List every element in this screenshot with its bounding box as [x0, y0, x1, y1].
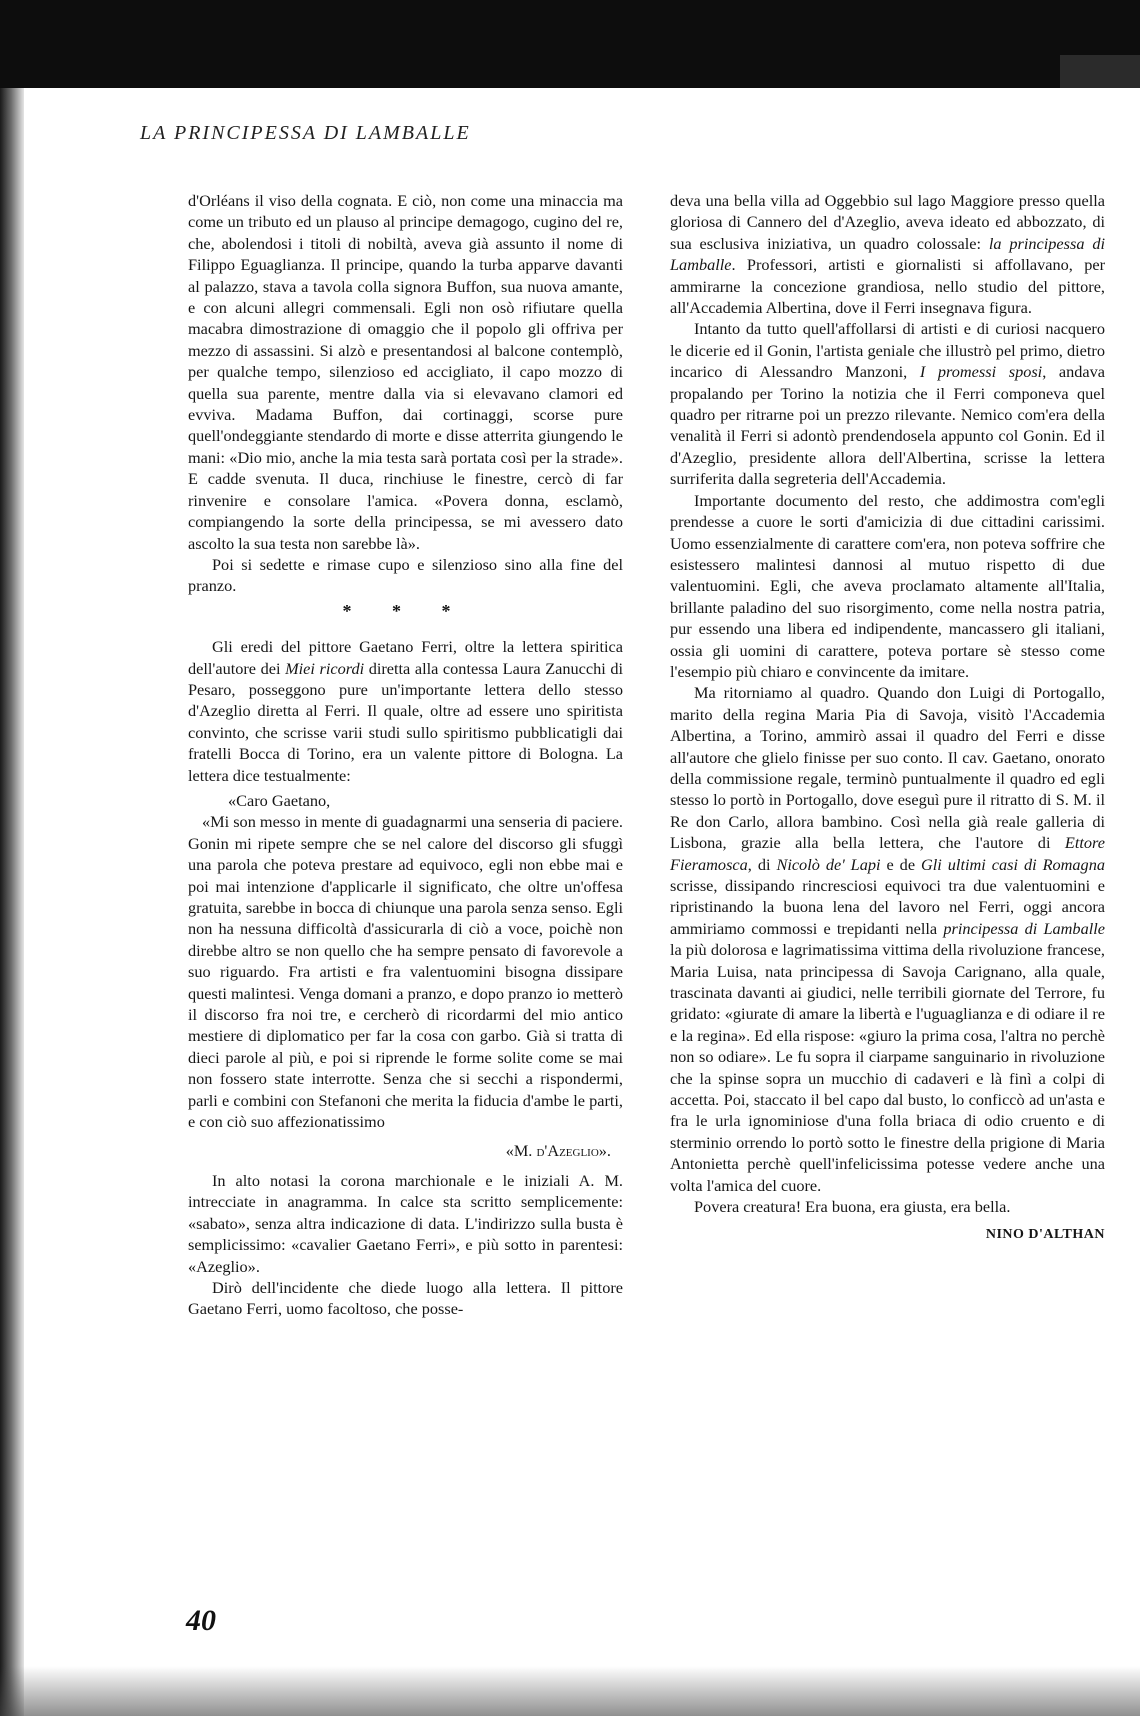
text-run: deva una bella villa ad Oggebbio sul lago Maggiore presso quella gloriosa di Cannero del d'Azeglio, aveva ideato ed abbozzato, di sua esclusiva iniziativa, un quadro colossale: [670, 191, 1105, 253]
scan-binding-shadow [0, 88, 24, 1716]
text-run: diretta alla contessa Laura Zanucchi di Pesaro, posseggono pure un'importante lettera dello stesso d'Azeglio diretta al Ferri. Il quale, oltre ad essere uno spiritista convinto, che scrisse varii studi sullo spiritismo pubblicatigli dai fratelli Bocca di Torino, era un valente pittore di Bologna. La lettera dice testualmente: [188, 658, 624, 785]
text-run: la più dolorosa e lagrimatissima vittima della rivoluzione francese, Maria Luisa, nata principessa di Savoja Carignano, alla quale, trascinata davanti ai giudici, nelle terribili giornate del Terrore, fu gridato: «giurate di amare la libertà e l'uguaglianza e di odiare il re e la regina». Ed ella rispose: «giuro la prima cosa, l'altra no perchè non so odiare». Le fu sopra il ciarpame sanguinario in rivoluzione che la spinse sopra un mucchio di cadaveri e là finì a colpi di accetta. Poi, staccato il bel capo dal busto, lo conficcò ad un'asta e fra le urla ignominiose d'una folla briaca di odio cruento e di sterminio orrendo lo portò sotto le finestre della prigione di Maria Antonietta perchè quell'infelicissima potesse vedere anche una volta l'amica del cuore. [670, 940, 1105, 1195]
book-title: Miei ricordi [285, 658, 365, 678]
paragraph: Importante documento del resto, che addimostra com'egli prendesse a cuore le sorti d'amicizia di due cittadini carissimi. Uomo essenzialmente di carattere com'era, non poteva soffrire che esistessero malintesi dannosi al mutuo rispetto di due valentuomini. Egli, che aveva proclamato altamente all'Italia, brillante paladino del suo risorgimento, come nella nostra patria, pur essendo una libera ed indipendente, mancassero gli italiani, ossia gli uomini di carattere, poteva portare sè stesso come l'esempio più chiaro e convincente da imitare. [670, 490, 1105, 681]
paragraph: Poi si sedette e rimase cupo e silenzioso sino alla fine del pranzo. [188, 554, 623, 596]
text-run: e de [880, 854, 922, 874]
book-title: Ettore Fieramosca [670, 833, 1105, 874]
paragraph [670, 318, 1105, 489]
paragraph: In alto notasi la corona marchionale e le iniziali A. M. intrecciate in anagramma. In calce sta scritto semplicemente: «sabato», senza altra indicazione di data. L'indirizzo sulla busta è semplicissimo: «cavalier Gaetano Ferri», e più sotto in parentesi: «Azeglio». [188, 1170, 623, 1276]
book-title: Gli ultimi casi di Romagna [921, 854, 1105, 874]
text-run: Gli eredi del pittore Gaetano Ferri, oltre la lettera spiritica dell'autore dei [188, 637, 623, 678]
text-run: Ma ritorniamo al quadro. Quando don Luigi di Portogallo, marito della regina Maria Pia di Savoja, visitò l'Accademia Albertina, a Torino, ammirò assai il quadro del Ferri e disse all'autore che glielo finisse per suo conto. Il cav. Gaetano, onorato della commissione regale, terminò puntualmente il quadro ed egli stesso lo portò in Portogallo, dove eseguì pure il ritratto di S. M. il Re don Carlo, allora bambino. Così nella già reale galleria di Lisbona, grazie alla bella lettera, che l'autore di [670, 683, 1105, 853]
scan-top-border [0, 0, 1140, 88]
book-title: Nicolò de' Lapi [776, 854, 881, 874]
paragraph [670, 190, 1105, 318]
author-byline: NINO D'ALTHAN [985, 1226, 1105, 1242]
letter-body: «Mi son messo in mente di guadagnarmi una senseria di paciere. Gonin mi ripete sempre che se nel calore del discorso gli sfuggì una parola che poteva prestare ad equivoco, egli non ebbe mai e poi mai intenzione d'applicarle il significato, che oltre un'offesa gratuita, sarebbe in bocca di chiunque una parola senza senso. Egli non ha nessuna difficoltà d'assicurarla di ciò a voce, poichè non direbbe altro se non quello che ha sempre pensato di favorevole a suo riguardo. Fra artisti e fra valentuomini bisogna dissipare questi malintesi. Venga domani a pranzo, e dopo pranzo io metterò il discorso fra noi tre, e cercherò di ricordarmi del mio antico mestiere di diplomatico per far la cosa con garbo. Già si tratta di dieci parole al più, e poi si riprende le forme solite come se mai non fossero state interrotte. Senza che si secchi a rispondermi, parli e combini con Stefanoni che merita la fiducia d'ambe le parti, e con ciò suo affezionatissimo [188, 812, 623, 1132]
paragraph [188, 636, 623, 786]
page-number: 40 [186, 1604, 216, 1637]
scan-corner-shadow [1060, 55, 1140, 88]
scan-bottom-shadow [0, 1666, 1140, 1716]
left-column [188, 190, 623, 1320]
paragraph: d'Orléans il viso della cognata. E ciò, non come una minaccia ma come un tributo ed un plauso al principe demagogo, cugino del re, che, abolendosi i titoli di nobiltà, aveva già assunto il nome di Filippo Eguaglianza. Il principe, quando la turba apparve davanti al palazzo, stava a tavola colla signora Buffon, sua nuova amante, e con alcuni allegri commensali. Egli non osò rifiutare quella macabra dimostrazione di omaggio che il popolo gli offriva per mezzo di assassini. Si alzò e presentandosi al balcone contemplò, per qualche tempo, silenzioso ed accigliato, il capo mozzo di quella sua parente, mentre dalla via si elevavano clamori ed evviva. Madama Buffon, dai cortinaggi, scorse pure quell'ondeggiante stendardo di morte e disse atterrita giungendo le mani: «Dio mio, anche la mia testa sarà portata così per la strade». E cadde svenuta. Il duca, rinchiuse le finestre, cercò di far rinvenire e consolare l'amica. «Povera donna, esclamò, compiangendo la sorte della principessa, se mi avessero dato ascolto la sua testa non sarebbe là». [188, 191, 623, 553]
book-title: I promessi sposi [919, 362, 1043, 382]
book-title: la principessa di Lamballe [670, 233, 1105, 275]
letter-signature: «M. d'Azeglio». [505, 1141, 611, 1161]
letter-salutation: «Caro Gaetano, [228, 790, 331, 810]
running-title: LA PRINCIPESSA DI LAMBALLE [140, 122, 471, 144]
text-run: scrisse, dissipando rincresciosi equivoci tra due valentuomini e ripristinando la buona lena del lavoro nel Ferri, oggi ancora ammiriamo commossi e trepidanti nella [670, 876, 1105, 938]
paragraph [670, 682, 1105, 1196]
paragraph: Povera creatura! Era buona, era giusta, era bella. [694, 1197, 1011, 1217]
text-run: . Professori, artisti e giornalisti si affollavano, per ammirarne la concezione grandiosa, nello studio del pittore, all'Accademia Albertina, dove il Ferri insegnava figura. [670, 255, 1105, 318]
right-column [670, 190, 1105, 1245]
text-run: , di [747, 854, 777, 874]
book-title: principessa di Lamballe [943, 918, 1105, 938]
text-run: Intanto da tutto quell'affollarsi di artisti e di curiosi nacquero le dicerie ed il Gonin, l'artista geniale che illustrò pel primo, dietro incarico di Alessandro Manzoni, [670, 319, 1105, 382]
section-separator: * * * [342, 600, 469, 621]
paragraph: Dirò dell'incidente che diede luogo alla lettera. Il pittore Gaetano Ferri, uomo facoltoso, che posse- [188, 1277, 623, 1319]
text-run: , andava propalando per Torino la notizia che il Ferri componeva quel quadro per ritrarne poi un prezzo rilevante. Nemico com'era della venalità il Ferri si adontò prendendosela appunto col Gonin. Ed il d'Azeglio, presidente allora dell'Albertina, scrisse la lettera surriferita dalla segreteria dell'Accademia. [670, 362, 1106, 489]
